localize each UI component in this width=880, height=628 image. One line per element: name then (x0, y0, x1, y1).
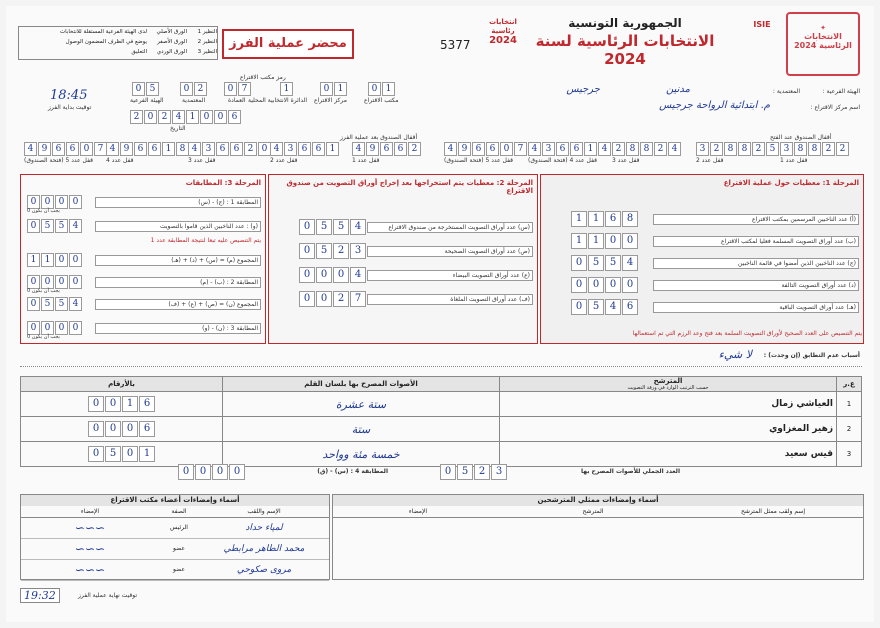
candidate-votes-figures (21, 442, 223, 467)
stage-row (299, 243, 533, 259)
member-name: لمياء حداد (245, 523, 283, 533)
digit: 3 (696, 142, 709, 156)
stage3-panel (20, 174, 266, 344)
digit: 2 (612, 142, 625, 156)
member-signature: ∼∼∼ (74, 542, 106, 556)
digit: 2 (408, 142, 421, 156)
seal-item (780, 142, 849, 164)
digit: 5 (316, 219, 332, 235)
polling-codes: 0 1 مكتب الاقتراع 0 1 مركز الاقتراع 1 الدائرة الانتخابية المحلية 0 7 العمادة 0 2 المعتمدية 0 5 الهيئة الفرعية (130, 84, 399, 104)
digit: 0 (55, 195, 68, 209)
isie-text: ISIE (753, 20, 771, 29)
digit: 0 (41, 275, 54, 289)
digit-boxes (299, 219, 366, 235)
seal-item (270, 142, 339, 164)
seal-label: قفل عدد 3 (188, 157, 216, 164)
digit: 2 (752, 142, 765, 156)
stamp-text: الانتخابات الرئاسية 2024 (794, 32, 852, 50)
seal-label: قفل عدد 2 (696, 157, 724, 164)
member-role: عضو (173, 566, 185, 573)
election-title: الانتخابات الرئاسية لسنة 2024 (535, 32, 715, 68)
seal-label: قفل عدد 1 (352, 157, 380, 164)
digit: 3 (542, 142, 555, 156)
digit: 0 (55, 253, 68, 267)
digit: 1 (588, 233, 604, 249)
digit: 0 (41, 195, 54, 209)
digit: 2 (333, 291, 349, 307)
stage3-note: يتم التنصيص عليه تبعا لنتيجة المطابقة عدد 1 (150, 237, 261, 244)
candidate-votes-figures (21, 392, 223, 417)
digit: 6 (139, 396, 155, 412)
match-sub: يجب أن يكون 0 (27, 288, 60, 294)
digit: 0 (299, 219, 315, 235)
match-sub: يجب أن يكون 0 (27, 334, 60, 340)
col-words: الأصوات المصرح بها بلسان القلم (223, 377, 500, 392)
digit: 7 (350, 291, 366, 307)
match-row (27, 321, 261, 339)
report-title: محضر عملية الفرز (229, 36, 347, 51)
digit: 6 (622, 299, 638, 315)
code-district: 1 (280, 82, 293, 96)
code-center: 0 1 (320, 82, 347, 96)
reasons-value: لا شيء (718, 348, 752, 361)
digit: 2 (822, 142, 835, 156)
digit: 0 (27, 195, 40, 209)
seals-after-caption: أقفال الصندوق بعد عملية الفرز (340, 134, 418, 141)
digit-boxes (612, 142, 681, 156)
digit-boxes (24, 142, 107, 156)
digit: 3 (350, 243, 366, 259)
seals-before-caption: أقفال الصندوق عند الفتح (770, 134, 832, 141)
digit-boxes (24, 446, 219, 462)
digit: 6 (134, 142, 147, 156)
candidate-row (21, 442, 862, 467)
digit: 4 (24, 142, 37, 156)
digit: 0 (299, 291, 315, 307)
stage-row-label: (ص) عدد أوراق التصويت الصحيحة (367, 246, 533, 257)
digit: 4 (605, 299, 621, 315)
digit: 0 (122, 446, 138, 462)
digit: 0 (41, 321, 54, 335)
digit-boxes (571, 299, 638, 315)
digit: 6 (52, 142, 65, 156)
digit: 4 (444, 142, 457, 156)
digit: 0 (88, 421, 104, 437)
candidate-votes-words: ستة (223, 417, 500, 442)
seal-label: قفل عدد 1 (780, 157, 808, 164)
match-row (27, 275, 261, 293)
match-label: المجموع (ن) = (ص) + (ع) + (ف) (95, 299, 261, 310)
digit-boxes (27, 275, 82, 289)
digit: 3 (284, 142, 297, 156)
digit: 1 (41, 253, 54, 267)
stage-row-label: (ف) عدد أوراق التصويت الملغاة (367, 294, 533, 305)
seal-label: قفل عدد 5 (فتحة الصندوق) (444, 157, 513, 164)
digit: 0 (27, 275, 40, 289)
stage-row-label: (هـ) عدد أوراق التصويت الباقية (653, 302, 859, 313)
member-name: مروى صكوحي (236, 565, 292, 575)
seal-label: قفل عدد 2 (270, 157, 298, 164)
report-title-box (222, 29, 354, 59)
digit: 6 (312, 142, 325, 156)
digit: 5 (55, 297, 68, 311)
digit: 8 (622, 211, 638, 227)
digit: 0 (605, 277, 621, 293)
digit-boxes (528, 142, 611, 156)
stage2-panel (268, 174, 538, 344)
stage1-note: يتم التنصيص على العدد الصحيح لأوراق التصويت السلمة بعد فتح وعد الرزم التي تم استعمالها (632, 330, 862, 337)
digit: 0 (80, 142, 93, 156)
reasons-label: أسباب عدم التطابق (إن وجدت) : (763, 352, 860, 359)
digit: 4 (106, 142, 119, 156)
digit-boxes (444, 142, 527, 156)
stage2-title: المرحلة 2: معطيات يتم استخراجها بعد إخراج أوراق التصويت من صندوق الاقتراع (286, 179, 533, 195)
stage-row-label: (د) عدد أوراق التصويت التالفة (653, 280, 859, 291)
digit: 4 (69, 219, 82, 233)
stage-row (571, 255, 859, 271)
digit: 0 (105, 421, 121, 437)
digit-boxes (27, 219, 82, 233)
digit: 7 (94, 142, 107, 156)
seals-after (24, 142, 434, 168)
digit: 5 (605, 255, 621, 271)
digit-boxes (270, 142, 339, 156)
total-digits: 0 5 2 3 (440, 464, 507, 480)
stage-row (299, 291, 533, 307)
digit: 0 (605, 233, 621, 249)
digit: 1 (571, 233, 587, 249)
digit: 6 (139, 421, 155, 437)
digit: 6 (556, 142, 569, 156)
digit: 8 (724, 142, 737, 156)
member-signature: ∼∼∼ (74, 521, 106, 535)
seals-before (444, 142, 864, 168)
digit: 4 (188, 142, 201, 156)
reasons-row (20, 348, 862, 367)
digit-boxes (24, 396, 219, 412)
member-row (21, 560, 329, 581)
digit: 6 (570, 142, 583, 156)
match-label: المطابقة 1 : (ج) - (س) (95, 197, 261, 208)
digit: 5 (41, 297, 54, 311)
digit: 0 (69, 253, 82, 267)
digit: 0 (299, 243, 315, 259)
digit: 0 (27, 321, 40, 335)
digit: 0 (571, 299, 587, 315)
candidate-num: 1 (837, 392, 862, 417)
reps-block: أسماء وإمضاءات ممثلي المترشحين إسم ولقب ممثل المترشح المترشح الإمضاء (332, 494, 864, 580)
member-name: محمد الطاهر مرابطي (223, 544, 305, 554)
digit: 5 (41, 219, 54, 233)
digit: 8 (640, 142, 653, 156)
digit: 6 (216, 142, 229, 156)
seal-item (352, 142, 421, 164)
digit: 8 (738, 142, 751, 156)
digit: 4 (69, 297, 82, 311)
stage-row (299, 219, 533, 235)
digit: 1 (162, 142, 175, 156)
digit: 7 (514, 142, 527, 156)
digit: 1 (588, 211, 604, 227)
digit: 1 (584, 142, 597, 156)
member-signature: ∼∼∼ (74, 563, 106, 577)
digit: 1 (139, 446, 155, 462)
total-votes: العدد الجملي للأصوات المصرح بها 0 5 2 3 (440, 464, 680, 482)
digit-boxes (106, 142, 189, 156)
digit-boxes (24, 421, 219, 437)
digit: 0 (588, 277, 604, 293)
digit: 0 (55, 321, 68, 335)
members-block: أسماء وإمضاءات أعضاء مكتب الاقتراع الإسم واللقب الصفة الإمضاء لمياء حداد الرئيس ∼∼∼ محمد الطاهر مرابطي عضو ∼∼∼ مروى صكوحي عضو ∼∼∼ (20, 494, 330, 580)
digit: 0 (571, 277, 587, 293)
digit: 6 (394, 142, 407, 156)
stage-row-label: (ب) عدد أوراق التصويت المسلمة فعليا لمكتب الاقتراع (653, 236, 859, 247)
digit: 0 (27, 297, 40, 311)
digit: 0 (622, 277, 638, 293)
seal-label: قفل عدد 4 (106, 157, 134, 164)
digit: 0 (69, 321, 82, 335)
digit: 6 (472, 142, 485, 156)
digit: 4 (352, 142, 365, 156)
digit: 9 (38, 142, 51, 156)
end-time-label: توقيت نهاية عملية الفرز (78, 592, 138, 599)
candidate-name: قيس سعيد (500, 442, 837, 467)
digit: 1 (326, 142, 339, 156)
isie-stamp: ✦ الانتخابات الرئاسية 2024 (786, 12, 860, 76)
digit-boxes (352, 142, 421, 156)
seal-label: قفل عدد 4 (فتحة الصندوق) (528, 157, 597, 164)
digit: 4 (350, 219, 366, 235)
candidate-votes-words: ستة عشرة (223, 392, 500, 417)
digit: 2 (654, 142, 667, 156)
digit: 8 (794, 142, 807, 156)
digit-boxes (299, 267, 366, 283)
digit: 8 (176, 142, 189, 156)
match-row (27, 195, 261, 213)
seal-item (106, 142, 189, 164)
candidates-table (20, 376, 862, 467)
match-row (27, 297, 261, 315)
stage1-panel (540, 174, 864, 344)
seal-item (528, 142, 611, 164)
digit: 2 (333, 243, 349, 259)
stage-row (571, 211, 859, 227)
code-imada: 0 7 (224, 82, 251, 96)
seal-item (24, 142, 107, 164)
digit-boxes (299, 243, 366, 259)
digit-boxes (188, 142, 271, 156)
candidate-row (21, 392, 862, 417)
candidate-num: 3 (837, 442, 862, 467)
date-digits: 2 0 2 4 1 0 0 6 (130, 110, 241, 124)
candidate-votes-words: خمسة مئة وواحد (223, 442, 500, 467)
digit: 6 (380, 142, 393, 156)
digit: 5 (105, 446, 121, 462)
code-subregion: 0 5 (132, 82, 159, 96)
digit: 0 (316, 291, 332, 307)
digit: 1 (571, 211, 587, 227)
digit: 6 (230, 142, 243, 156)
stage-row (571, 277, 859, 293)
digit: 2 (244, 142, 257, 156)
digit: 9 (458, 142, 471, 156)
digit: 0 (500, 142, 513, 156)
seal-item (696, 142, 779, 164)
digit: 0 (122, 421, 138, 437)
match-label: المطابقة 2 : (ب) - (م) (95, 277, 261, 288)
digit: 4 (622, 255, 638, 271)
digit-boxes (27, 195, 82, 209)
code-delegation: 0 2 (180, 82, 207, 96)
seal-item (612, 142, 681, 164)
digit: 4 (350, 267, 366, 283)
digit: 4 (598, 142, 611, 156)
delegation-value: جرجيس (566, 84, 600, 95)
member-row (21, 539, 329, 560)
stage-row-label: (ج) عدد الناخبين الذين أمضوا في قائمة الناخبين (653, 258, 859, 269)
digit: 5 (588, 255, 604, 271)
digit: 5 (766, 142, 779, 156)
seal-label: قفل عدد 5 (فتحة الصندوق) (24, 157, 93, 164)
location-box: الهيئة الفرعية : مدنين المعتمدية : جرجيس اسم مركز الاقتراع : م. ابتدائية الرواحة جرجيس (566, 84, 860, 111)
match-label: (و) : عدد الناخبين الذين قاموا بالتصويت (95, 221, 261, 232)
code-office: 0 1 (368, 82, 395, 96)
digit-boxes (299, 291, 366, 307)
stage-row-label: (أ) عدد الناخبين المرسمين بمكتب الاقتراع (653, 214, 859, 225)
digit: 4 (668, 142, 681, 156)
digit: 8 (808, 142, 821, 156)
digit: 5 (588, 299, 604, 315)
start-time-label: توقيت بداية الفرز (48, 104, 92, 111)
digit: 6 (66, 142, 79, 156)
digit: 8 (626, 142, 639, 156)
digit-boxes (27, 321, 82, 335)
digit: 0 (55, 275, 68, 289)
digit-boxes (571, 233, 638, 249)
match4-digits: 0 0 0 0 (178, 464, 245, 480)
digit: 6 (605, 211, 621, 227)
digit: 9 (366, 142, 379, 156)
subregion-value: مدنين (665, 84, 690, 95)
digit: 5 (55, 219, 68, 233)
digit: 0 (88, 396, 104, 412)
candidate-votes-figures (21, 417, 223, 442)
center-value: م. ابتدائية الرواحة جرجيس (659, 100, 770, 111)
digit: 0 (333, 267, 349, 283)
reps-title: أسماء وإمضاءات ممثلي المترشحين (333, 495, 863, 506)
match-row (27, 219, 261, 237)
election-logo: انتخابات رئاسية 2024 (489, 18, 517, 46)
digit: 0 (105, 396, 121, 412)
digit: 0 (622, 233, 638, 249)
digit: 9 (120, 142, 133, 156)
digit: 0 (258, 142, 271, 156)
digit: 0 (69, 275, 82, 289)
stage-row (571, 233, 859, 249)
start-time: 18:45 (50, 88, 88, 103)
stage-row (571, 299, 859, 315)
col-num: ع.ر (837, 377, 862, 392)
digit-boxes (780, 142, 849, 156)
digit-boxes (571, 255, 638, 271)
digit: 1 (122, 396, 138, 412)
seal-item (444, 142, 527, 164)
form-number: 5377 (440, 38, 471, 52)
match-label: المطابقة 3 : (ن) - (و) (95, 323, 261, 334)
member-row (21, 518, 329, 539)
col-figures: بالأرقام (21, 377, 223, 392)
digit: 0 (88, 446, 104, 462)
member-role: عضو (173, 545, 185, 552)
digit-boxes (571, 277, 638, 293)
digit: 6 (486, 142, 499, 156)
end-time: 19:32 (20, 588, 60, 603)
republic-title: الجمهورية التونسية (568, 16, 682, 30)
date-label: التاريخ (170, 125, 186, 132)
stage-row-label: (ع) عدد أوراق التصويت البيضاء (367, 270, 533, 281)
digit: 5 (316, 243, 332, 259)
match-sub: يجب أن يكون 0 (27, 208, 60, 214)
digit: 6 (298, 142, 311, 156)
col-name: المترشح حسب الترتيب الوارد في ورقة التصويت (500, 377, 837, 392)
stage1-title: المرحلة 1: معطيات حول عملية الاقتراع (723, 179, 859, 187)
digit: 5 (333, 219, 349, 235)
digit: 2 (710, 142, 723, 156)
digit: 0 (571, 255, 587, 271)
copies-box: النظير 1 الورق الأصلي لدى الهيئة الفرعية المستقلة للانتخابات النظير 2 الورق الأصفر يوضع في الظرف المضمون الوصول النظير 3 الورق الوردي التعليق (18, 26, 218, 60)
stage-row-label: (س) عدد أوراق التصويت المستخرجة من صندوق الاقتراع (367, 222, 533, 233)
digit-boxes (696, 142, 779, 156)
digit: 4 (270, 142, 283, 156)
match-row (27, 253, 261, 271)
match4: المطابقة 4 : (س) - (ق) 0 0 0 0 (178, 464, 388, 482)
digit: 6 (148, 142, 161, 156)
digit: 3 (202, 142, 215, 156)
polling-code-caption: رمز مكتب الاقتراع (240, 74, 286, 81)
digit: 0 (27, 219, 40, 233)
isie-logo (742, 20, 782, 29)
candidate-row (21, 417, 862, 442)
digit: 0 (316, 267, 332, 283)
member-role: الرئيس (170, 524, 188, 531)
digit: 3 (780, 142, 793, 156)
digit: 2 (836, 142, 849, 156)
seal-label: قفل عدد 3 (612, 157, 640, 164)
match-label: المجموع (م) = (س) + (د) + (هـ) (95, 255, 261, 266)
stage-row (299, 267, 533, 283)
candidate-name: العياشي زمال (500, 392, 837, 417)
stage3-title: المرحلة 3: المطابقات (185, 179, 261, 187)
digit: 4 (528, 142, 541, 156)
digit-boxes (27, 253, 82, 267)
seal-item (188, 142, 271, 164)
digit: 1 (27, 253, 40, 267)
candidate-name: زهير المغزاوي (500, 417, 837, 442)
digit-boxes (27, 297, 82, 311)
candidate-num: 2 (837, 417, 862, 442)
digit: 0 (69, 195, 82, 209)
digit: 0 (299, 267, 315, 283)
digit-boxes (571, 211, 638, 227)
members-title: أسماء وإمضاءات أعضاء مكتب الاقتراع (21, 495, 329, 506)
